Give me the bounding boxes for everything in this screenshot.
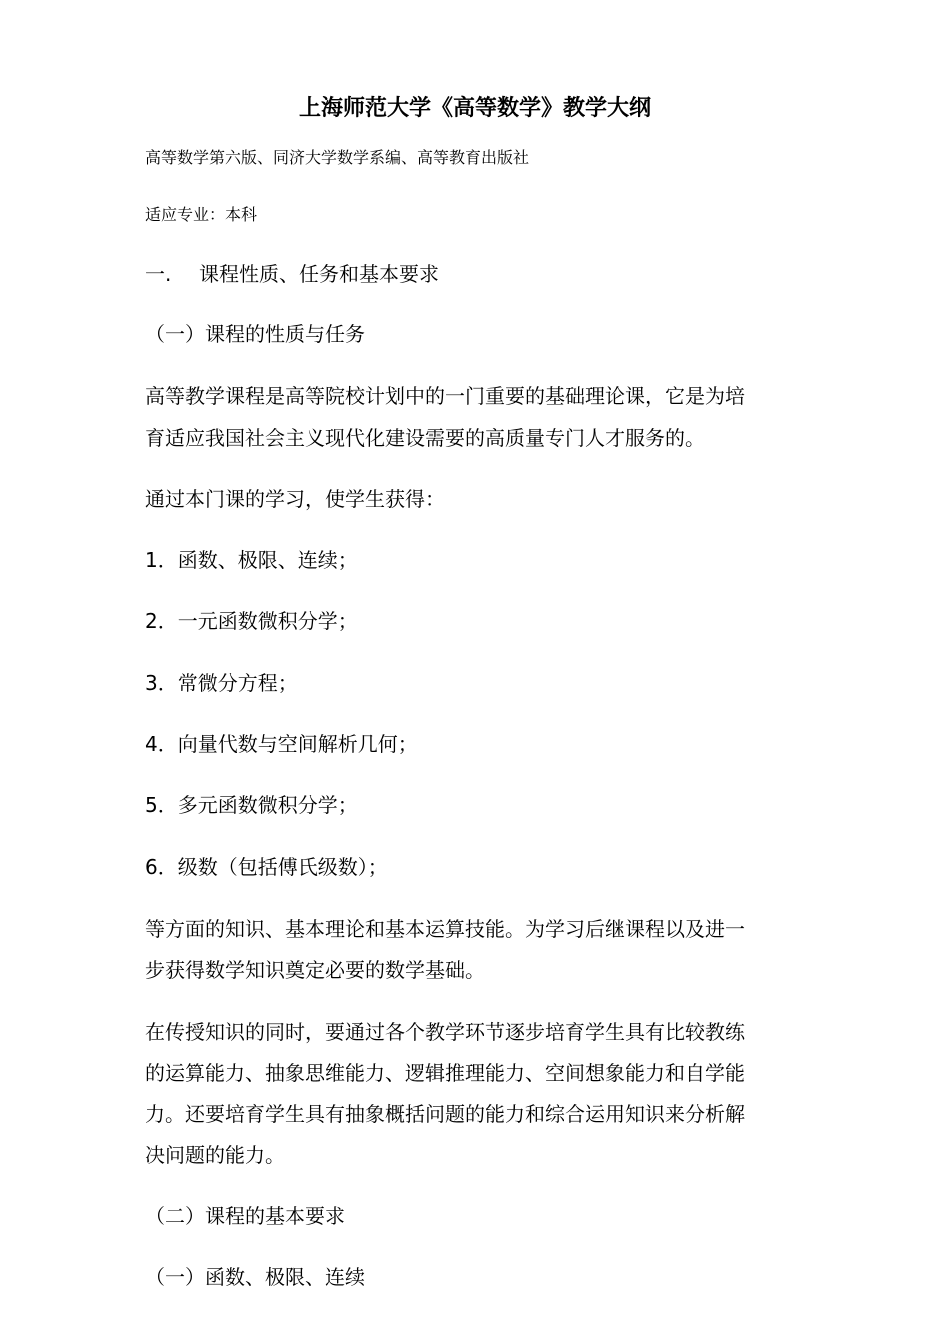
paragraph-line: 高等教学课程是高等院校计划中的一门重要的基础理论课，它是为培 xyxy=(145,384,745,408)
subsection-heading: （一）函数、极限、连续 xyxy=(145,1265,365,1289)
section-heading-text: 课程性质、任务和基本要求 xyxy=(199,262,439,286)
list-item: 6．级数（包括傅氏级数）； xyxy=(145,855,388,879)
paragraph-line: 决问题的能力。 xyxy=(145,1143,285,1167)
list-item: 4．向量代数与空间解析几何； xyxy=(145,732,418,756)
list-item: 1．函数、极限、连续； xyxy=(145,548,358,572)
textbook-info: 高等数学第六版、同济大学数学系编、高等教育出版社 xyxy=(145,148,530,167)
paragraph-line: 通过本门课的学习，使学生获得： xyxy=(145,487,445,511)
subsection-heading: （一）课程的性质与任务 xyxy=(145,322,365,346)
list-item: 2．一元函数微积分学； xyxy=(145,609,358,633)
paragraph-line: 在传授知识的同时，要通过各个教学环节逐步培育学生具有比较教练 xyxy=(145,1020,745,1044)
paragraph-line: 的运算能力、抽象思维能力、逻辑推理能力、空间想象能力和自学能 xyxy=(145,1061,745,1085)
subsection-heading: （二）课程的基本要求 xyxy=(145,1204,345,1228)
paragraph-line: 力。还要培育学生具有抽象概括问题的能力和综合运用知识来分析解 xyxy=(145,1102,745,1126)
paragraph-line: 步获得数学知识奠定必要的数学基础。 xyxy=(145,958,485,982)
applicable-major: 适应专业：本科 xyxy=(145,205,258,224)
paragraph-line: 育适应我国社会主义现代化建设需要的高质量专门人才服务的。 xyxy=(145,426,705,450)
section-number: 一. xyxy=(145,262,172,286)
section-heading xyxy=(145,259,439,289)
list-item: 3．常微分方程； xyxy=(145,671,298,695)
document-title: 上海师范大学《高等数学》教学大纲 xyxy=(298,96,651,121)
list-item: 5．多元函数微积分学； xyxy=(145,793,358,817)
paragraph-line: 等方面的知识、基本理论和基本运算技能。为学习后继课程以及进一 xyxy=(145,917,745,941)
